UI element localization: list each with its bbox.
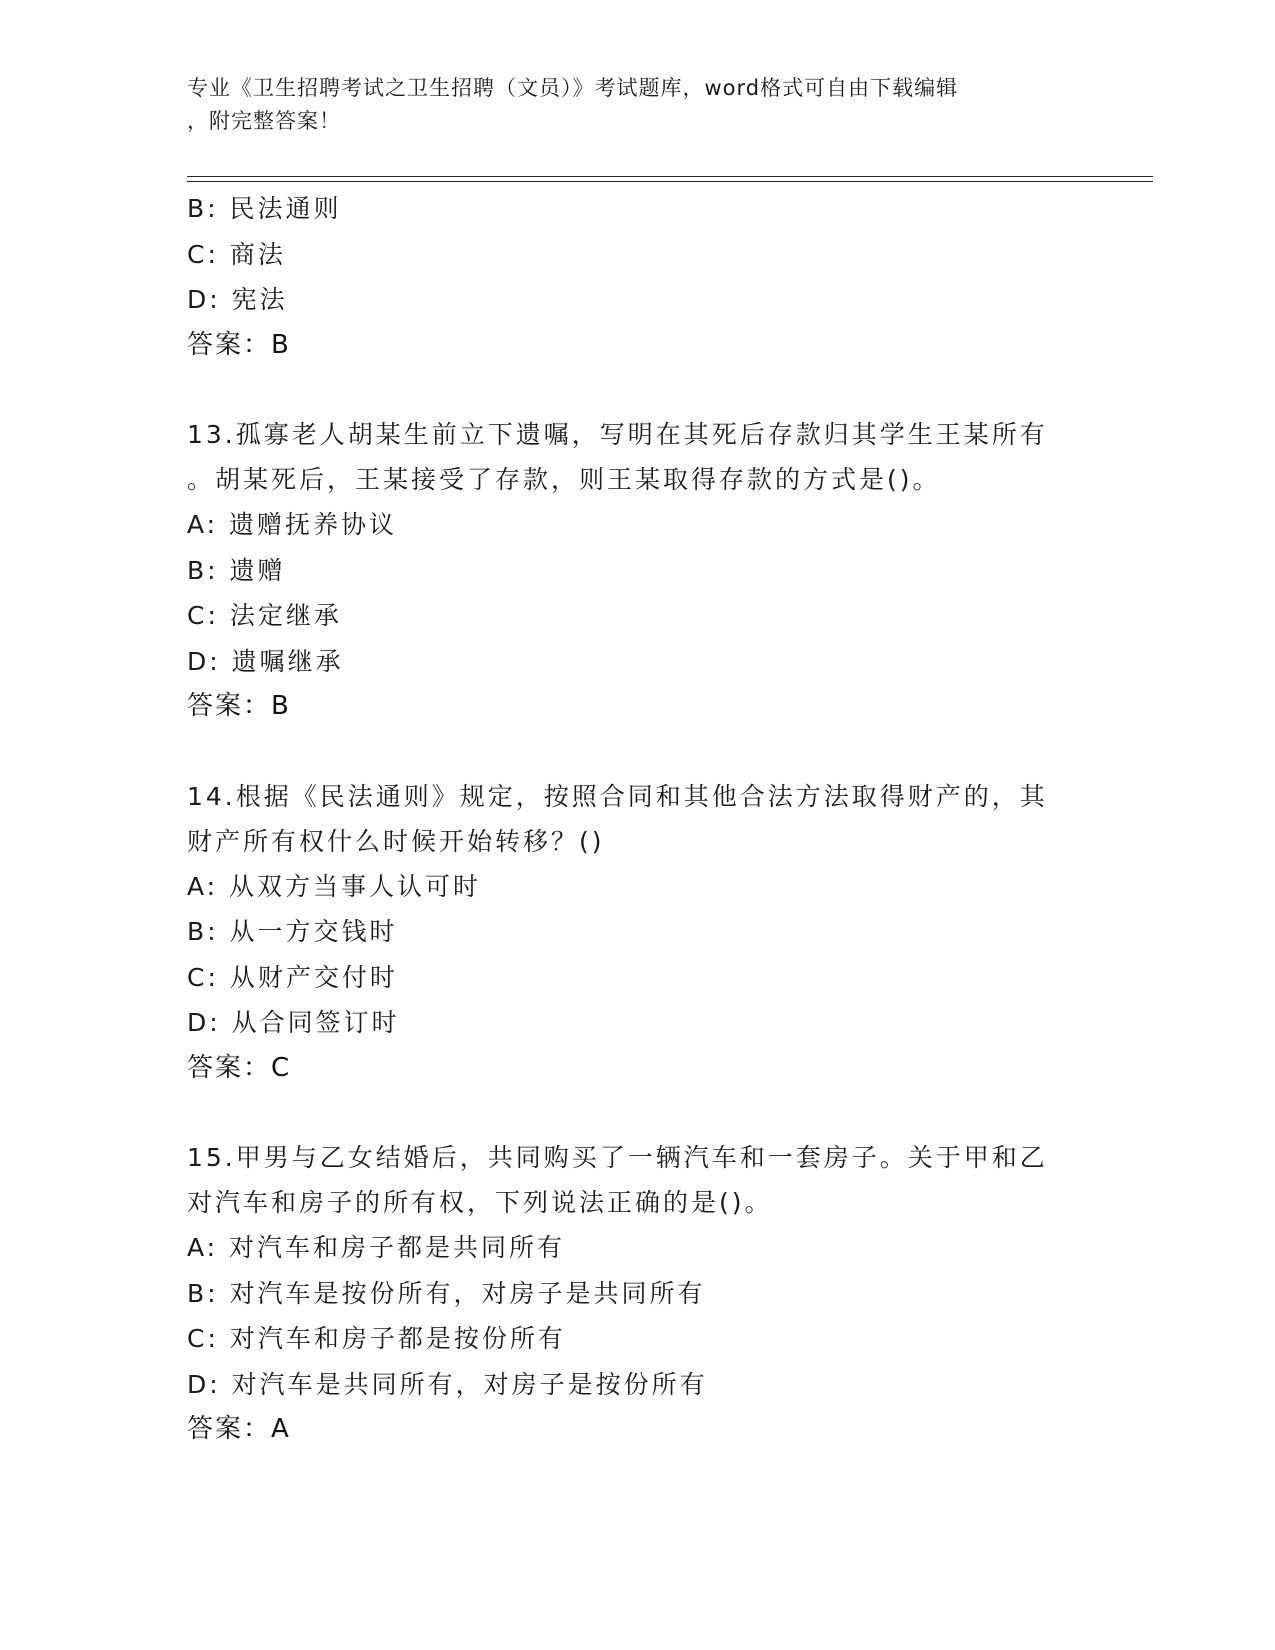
option-b: B: 遗赠 <box>187 555 286 585</box>
option-c: C: 对汽车和房子都是按份所有 <box>187 1324 566 1353</box>
option-a: A: 遗赠抚养协议 <box>187 510 398 539</box>
document-header <box>187 72 1067 138</box>
option-d: D: 遗嘱继承 <box>187 646 344 676</box>
option-c: C: 从财产交付时 <box>187 962 398 992</box>
option-a: A: 对汽车和房子都是共同所有 <box>187 1233 566 1262</box>
answer-line: 答案：B <box>187 329 291 360</box>
answer-line: 答案：C <box>187 1052 292 1083</box>
question-12-continued <box>187 186 1077 368</box>
option-d: D: 从合同签订时 <box>187 1008 400 1037</box>
option-c: C: 商法 <box>187 239 286 269</box>
answer-line: 答案：B <box>187 691 291 721</box>
question-list <box>187 186 1077 1453</box>
spacer <box>187 730 1077 774</box>
header-divider-top <box>187 176 1153 177</box>
spacer <box>187 1091 1077 1135</box>
question-stem-line-2: 对汽车和房子的所有权，下列说法正确的是()。 <box>187 1188 773 1217</box>
option-d: D: 对汽车是共同所有，对房子是按份所有 <box>187 1369 708 1399</box>
question-stem-line-2: 。胡某死后，王某接受了存款，则王某取得存款的方式是()。 <box>187 465 941 494</box>
option-b: B: 对汽车是按份所有，对房子是共同所有 <box>187 1278 706 1308</box>
question-14 <box>187 774 1077 1092</box>
option-b: B: 从一方交钱时 <box>187 917 398 946</box>
answer-line: 答案：A <box>187 1414 291 1444</box>
option-d: D: 宪法 <box>187 285 288 314</box>
option-a: A: 从双方当事人认可时 <box>187 871 482 901</box>
header-divider-bottom <box>187 181 1153 182</box>
question-stem-line-1: 13.孤寡老人胡某生前立下遗嘱，写明在其死后存款归其学生王某所有 <box>187 420 1048 449</box>
option-b: B: 民法通则 <box>187 194 342 223</box>
option-c: C: 法定继承 <box>187 601 342 630</box>
question-stem-line-2: 财产所有权什么时候开始转移？() <box>187 826 605 856</box>
header-line-1: 专业《卫生招聘考试之卫生招聘（文员）》考试题库，word格式可自由下载编辑 <box>187 76 959 100</box>
question-stem-line-1: 15.甲男与乙女结婚后，共同购买了一辆汽车和一套房子。关于甲和乙 <box>187 1143 1048 1172</box>
spacer <box>187 368 1077 412</box>
question-stem-line-1: 14.根据《民法通则》规定，按照合同和其他合法方法取得财产的，其 <box>187 781 1048 811</box>
question-15 <box>187 1135 1077 1453</box>
question-13 <box>187 412 1077 730</box>
header-line-2: ，附完整答案！ <box>187 109 341 133</box>
